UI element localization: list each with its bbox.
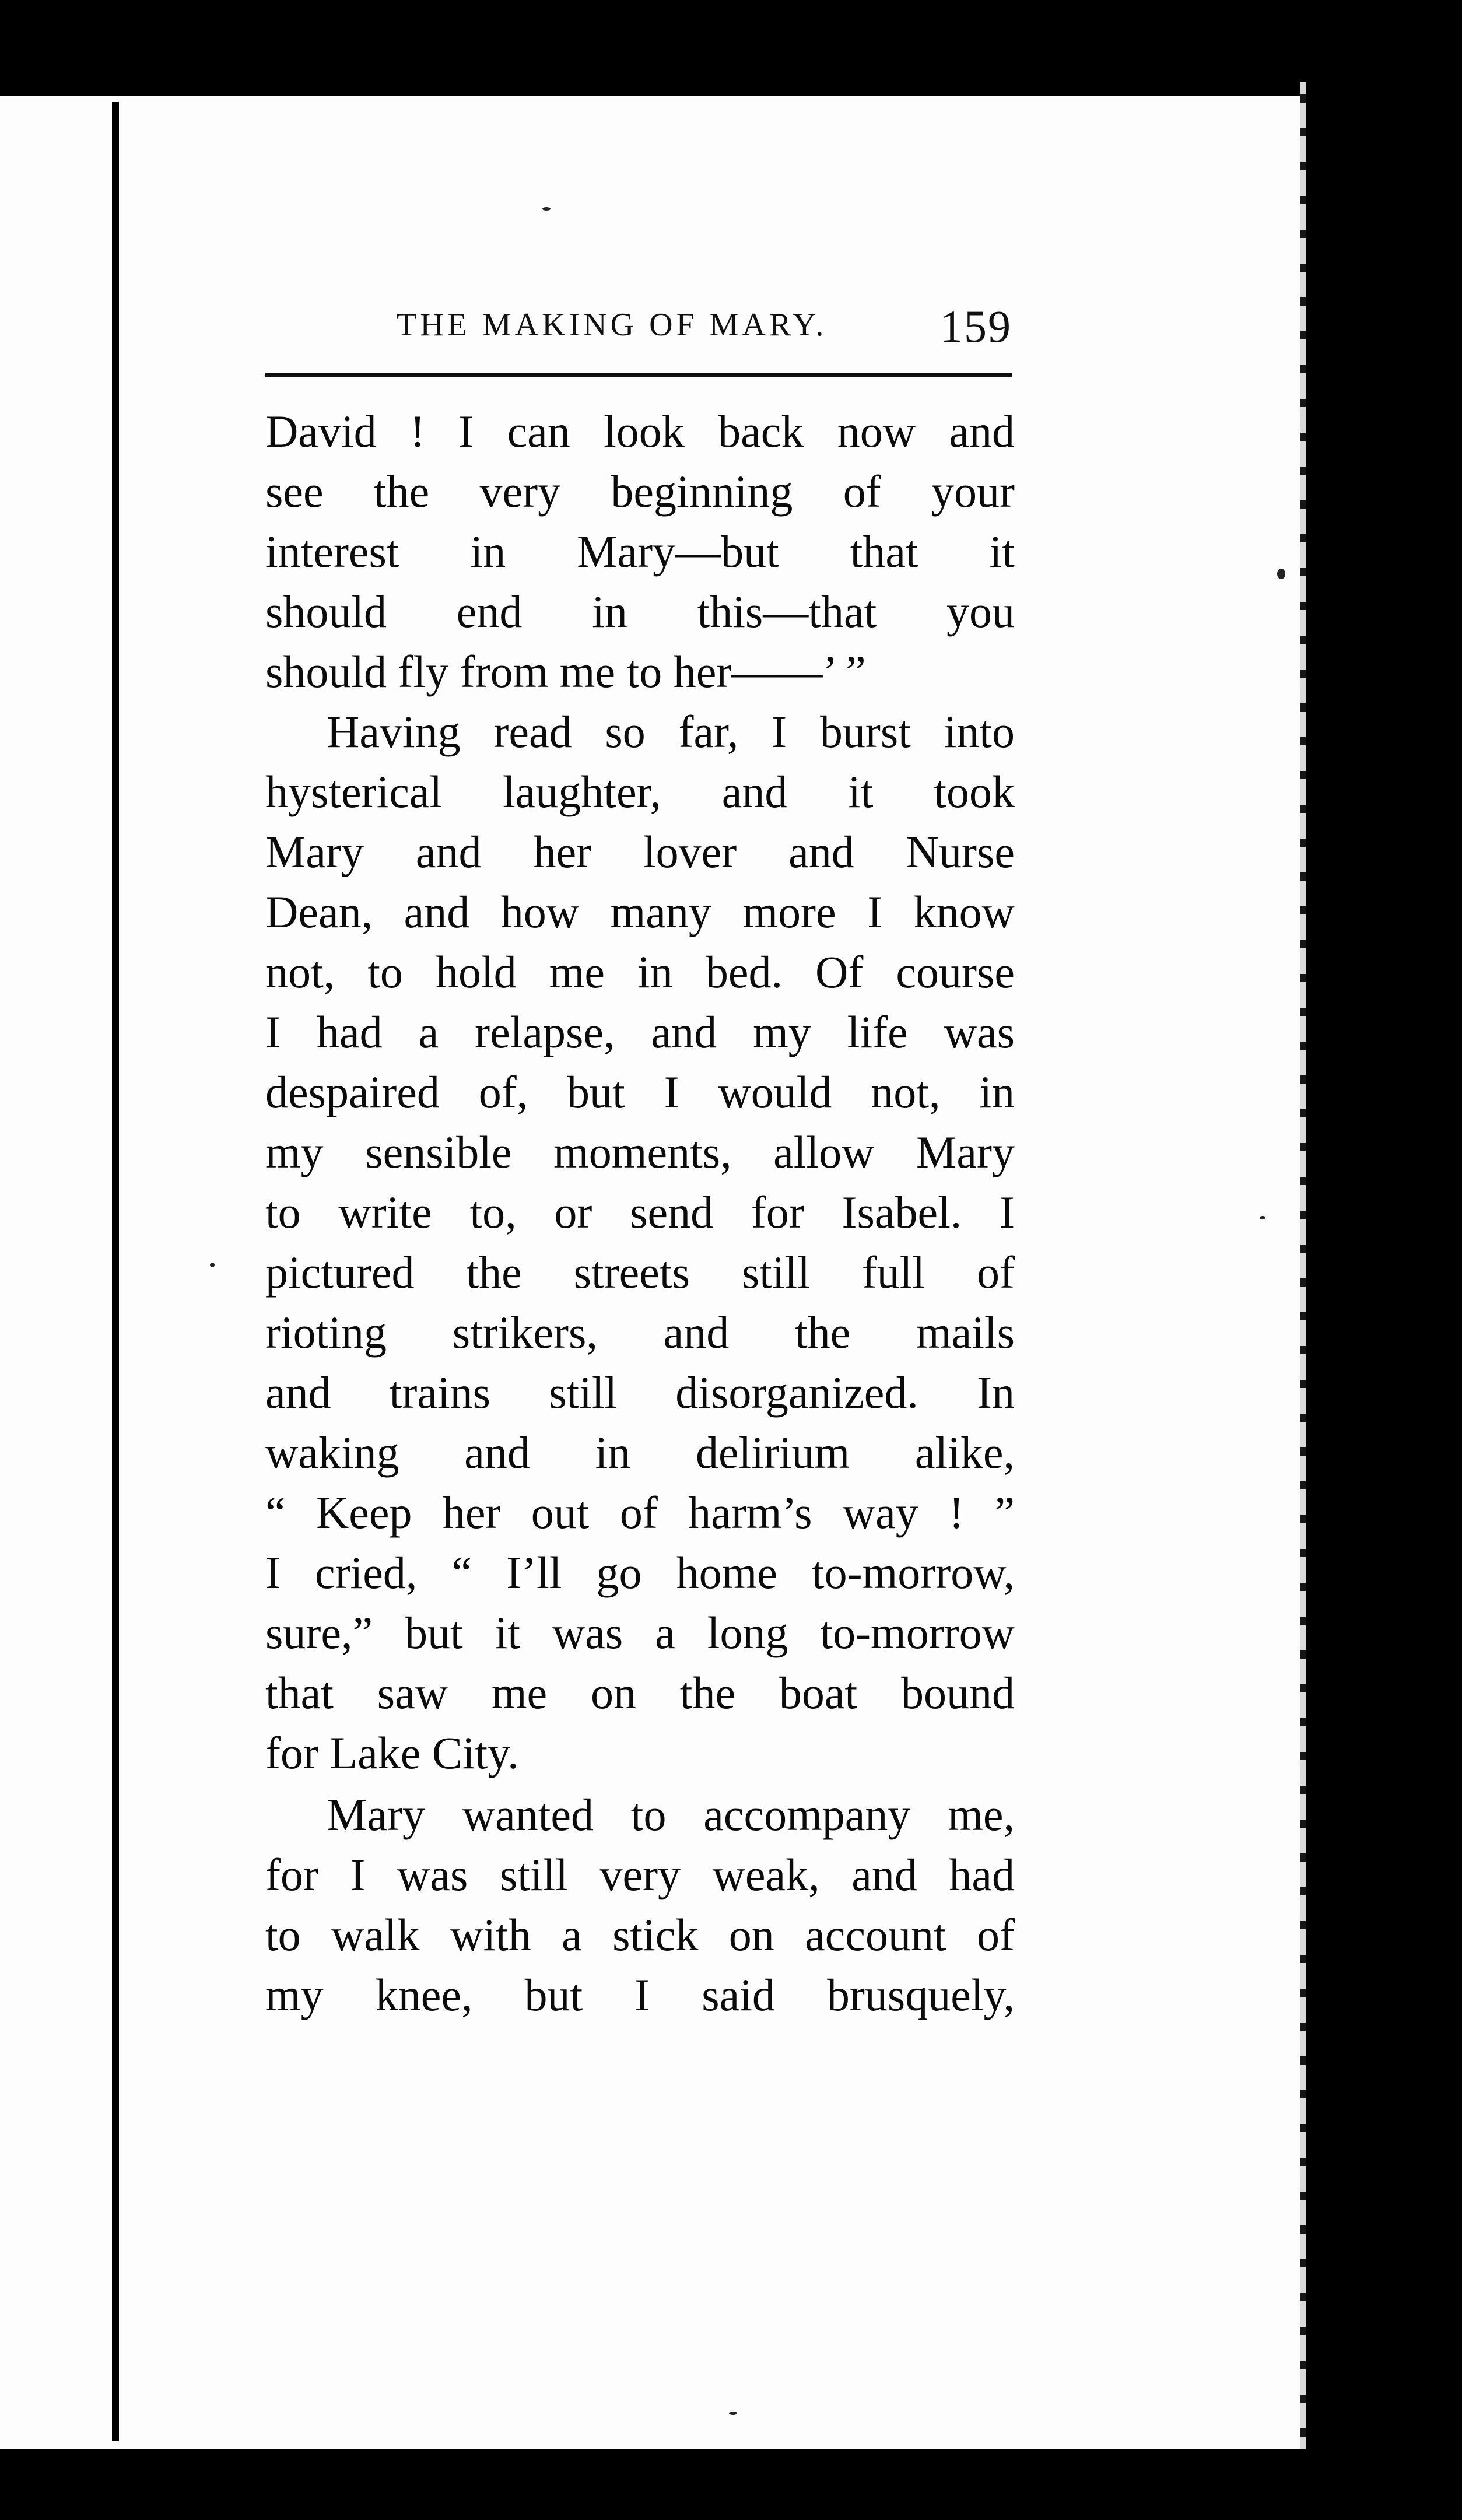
text-line: waking and in delirium alike, <box>265 1427 1015 1478</box>
text-line: “ Keep her out of harm’s way ! ” <box>265 1487 1015 1538</box>
scan-speck <box>542 207 551 211</box>
text-line: that saw me on the boat bound <box>265 1667 1015 1718</box>
text-line: David ! I can look back now and <box>265 406 1015 457</box>
text-line: my knee, but I said brusquely, <box>265 1969 1015 2020</box>
text-line: not, to hold me in bed. Of course <box>265 947 1015 997</box>
page-header <box>265 300 1012 353</box>
text-line: Mary and her lover and Nurse <box>265 826 1015 877</box>
text-line: my sensible moments, allow Mary <box>265 1127 1015 1177</box>
text-line: Dean, and how many more I know <box>265 886 1015 937</box>
text-line: for Lake City. <box>265 1727 519 1778</box>
scan-speck <box>729 2412 737 2415</box>
text-line: should fly from me to her——’ ” <box>265 646 866 697</box>
header-rule <box>265 373 1012 377</box>
text-line: sure,” but it was a long to-morrow <box>265 1607 1015 1658</box>
scan-speck <box>1260 1216 1265 1219</box>
scan-speck <box>1277 569 1285 579</box>
text-line: for I was still very weak, and had <box>265 1849 1015 1900</box>
text-line: I had a relapse, and my life was <box>265 1007 1015 1057</box>
text-line: I cried, “ I’ll go home to-morrow, <box>265 1547 1015 1598</box>
text-line: see the very beginning of your <box>265 466 1015 517</box>
page-gutter-line <box>112 102 119 2441</box>
page-number: 159 <box>940 301 1012 352</box>
running-head: THE MAKING OF MARY. <box>397 307 828 343</box>
text-line: rioting strikers, and the mails <box>265 1307 1015 1358</box>
text-line: to walk with a stick on account of <box>265 1909 1015 1960</box>
text-line: pictured the streets still full of <box>265 1247 1015 1298</box>
text-line: hysterical laughter, and it took <box>265 766 1015 817</box>
body-text <box>265 401 1015 2025</box>
text-line: Mary wanted to accompany me, <box>327 1789 1015 1840</box>
page-edge-right <box>1300 82 1306 2449</box>
scan-speck <box>210 1263 215 1267</box>
text-line: should end in this—that you <box>265 586 1015 637</box>
text-line: and trains still disorganized. In <box>265 1367 1015 1418</box>
text-line: to write to, or send for Isabel. I <box>265 1187 1015 1238</box>
text-line: interest in Mary—but that it <box>265 526 1015 577</box>
text-line: despaired of, but I would not, in <box>265 1067 1015 1117</box>
text-line: Having read so far, I burst into <box>327 706 1015 757</box>
